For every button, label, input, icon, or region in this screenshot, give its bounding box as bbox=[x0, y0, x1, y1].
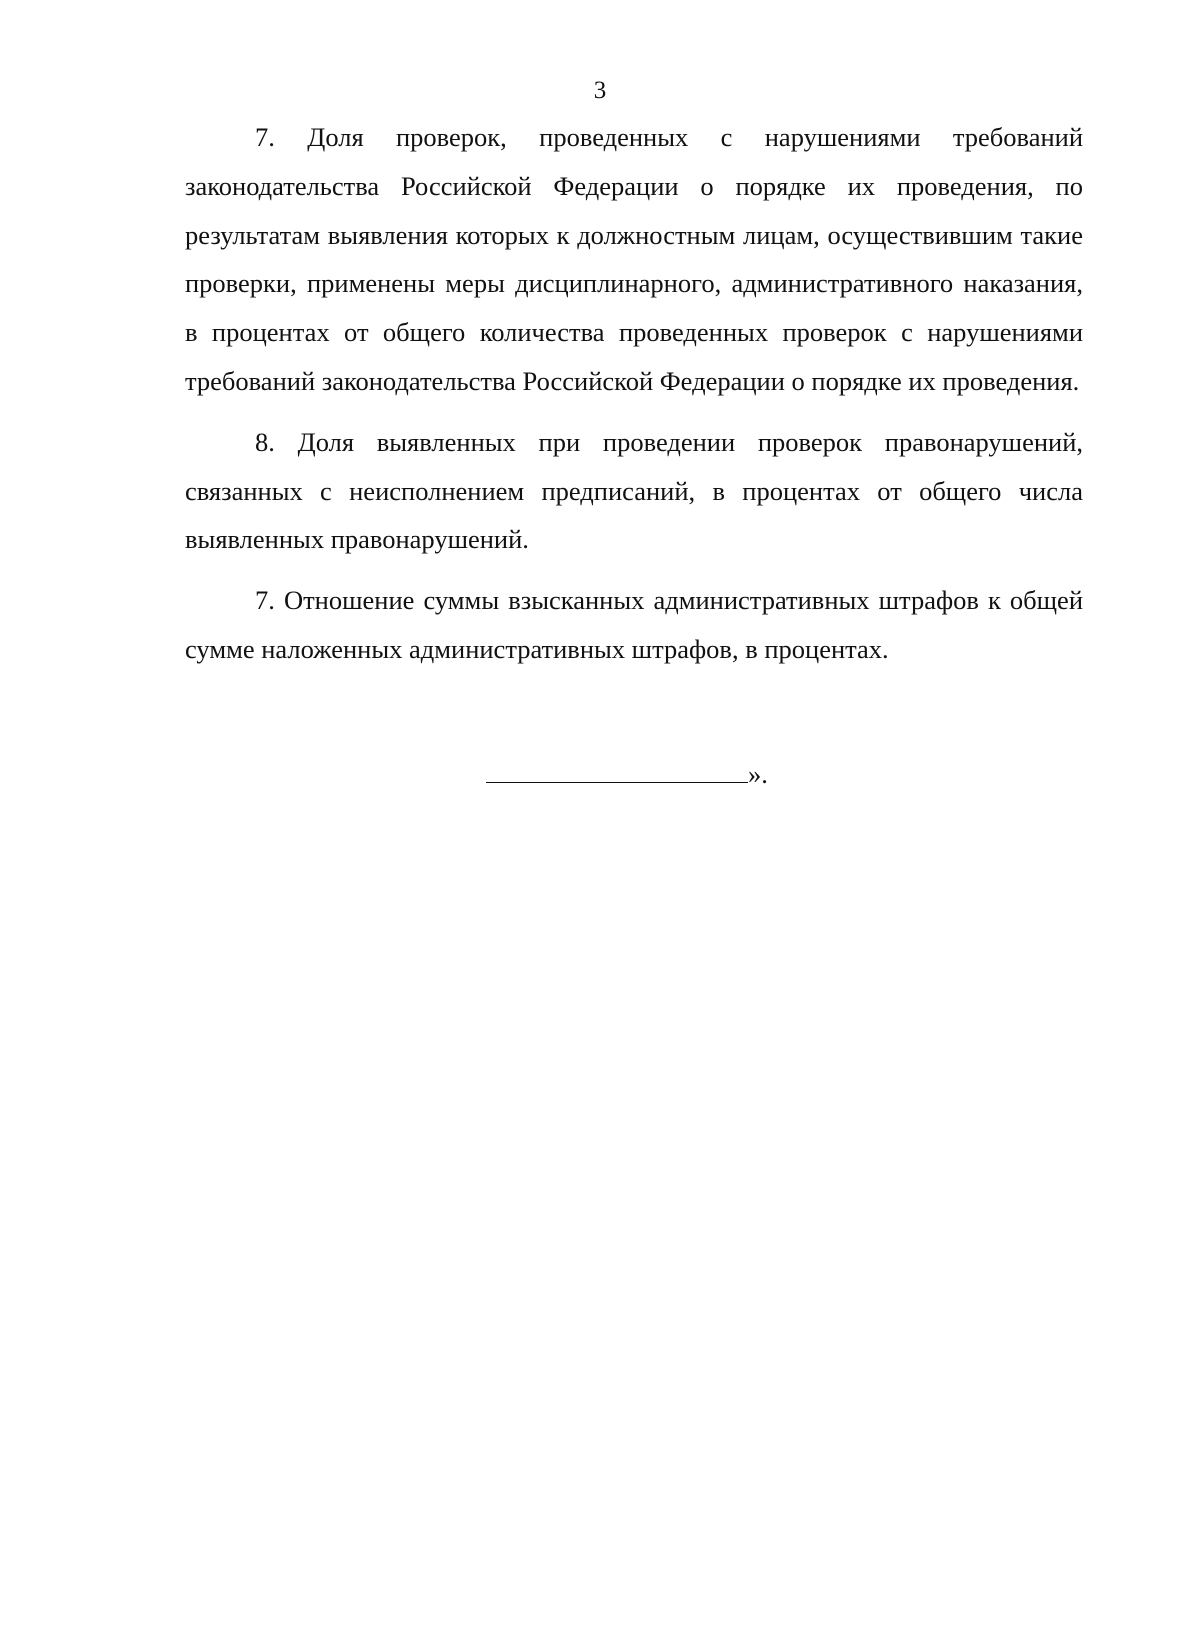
page-number: 3 bbox=[593, 77, 607, 104]
paragraph-7-inspections-share: 7. Доля проверок, проведенных с нарушениями требований законодательства Российской Федерации о порядке их проведения, по результатам выявления которых к должностным лицам, осуществившим такие проверки, применены меры дисциплинарного, административного наказания, в процентах от общего количества проведенных проверок с нарушениями требований законодательства Российской Федерации о порядке их проведения. bbox=[185, 122, 1083, 396]
closing-quote: ». bbox=[748, 759, 768, 789]
paragraph-8-violations-share: 8. Доля выявленных при проведении проверок правонарушений, связанных с неисполнением предписаний, в процентах от общего числа выявленных правонарушений. bbox=[185, 426, 1083, 555]
paragraph-7-fines-ratio: 7. Отношение суммы взысканных административных штрафов к общей сумме наложенных административных штрафов, в процентах. bbox=[185, 585, 1083, 664]
document-body bbox=[185, 113, 1083, 686]
closing-mark bbox=[486, 759, 768, 789]
closing-underline bbox=[486, 762, 748, 783]
